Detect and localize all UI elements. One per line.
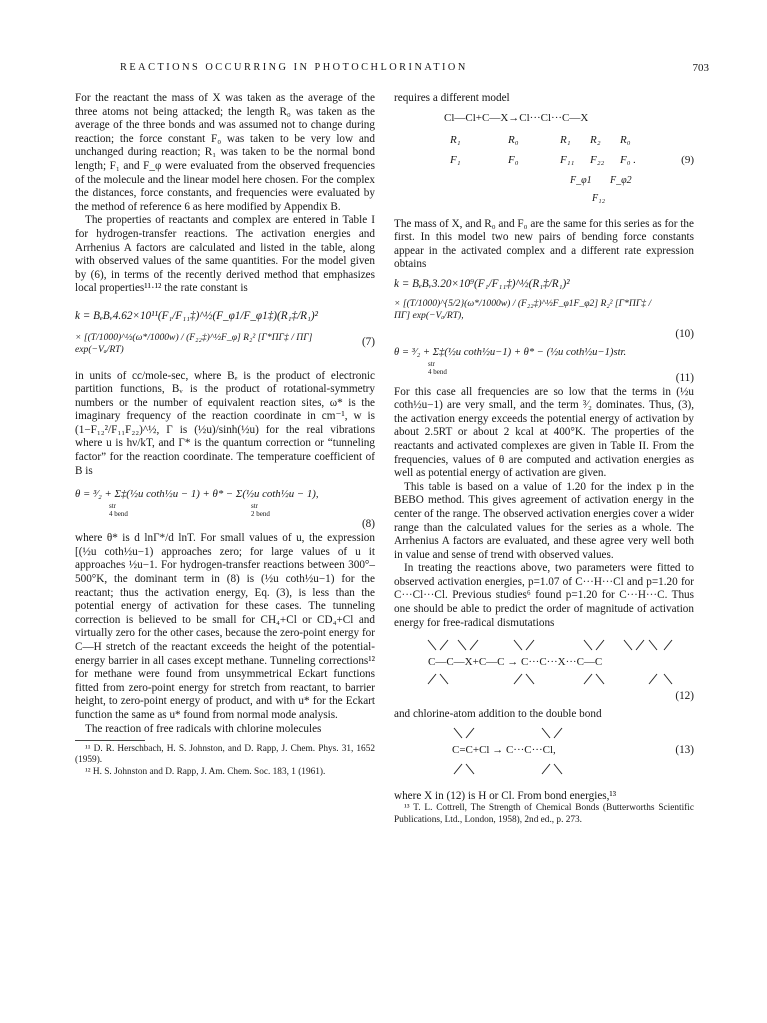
footnote-rule xyxy=(75,740,145,741)
paragraph-units: in units of cc/mole-sec, where Bₑ is the product of electronic partition functions, Bᵥ is the product of rotational-symmetry numbers or the number of equivalent reaction sites, ω* is the imaginary frequency of the reaction coordinate in cm⁻¹, w is (1−F₁₂²/F₁₁F₂₂)^½, Γ is (½u)/sinh(½u) for the real vibrations where u is hν/kT, and Γ* is the quantum correction or “tunneling factor” for the reaction coordinate. The temperature coefficient of B is xyxy=(75,369,375,477)
equation-10-number: (10) xyxy=(675,327,694,340)
equation-7 xyxy=(75,332,375,362)
equation-7-line-2: × [(T/1000)^½(ω*/1000w) / (F₂₂‡)^½F_φ] R₂² [Γ*ΠΓ‡ / ΠΓ] exp(−Vₐ/RT) xyxy=(75,331,313,355)
equation-12-text: C—C—X+C—C → C···C···X···C—C xyxy=(428,656,603,669)
footnote-13: ¹³ T. L. Cottrell, The Strength of Chemical Bonds (Butterworths Scientific Publications, Ltd., London, 1958), 2nd ed., p. 273. xyxy=(394,803,694,825)
footnote-12: ¹² H. S. Johnston and D. Rapp, J. Am. Chem. Soc. 183, 1 (1961). xyxy=(85,766,326,777)
equation-10-line-1: k = BₑBᵥ3.20×10⁹(F₁/F₁₁‡)^½(R₁‡/R₁)² xyxy=(394,277,570,290)
equation-11-sub: str 4 bend xyxy=(428,359,447,376)
equation-10 xyxy=(394,298,694,342)
equation-12-number: (12) xyxy=(675,690,694,703)
paragraph-two-parameters: In treating the reactions above, two parameters were fitted to observed activation energies, p=1.07 of C···H···Cl and p=1.20 for C···Cl···Cl. Previous studies⁶ found p=1.20 for C···H···C. Thus one should be able to predict the order of magnitude of activation energy for free-radical dismutations xyxy=(394,562,694,629)
model-f12: F₁₂ xyxy=(592,192,606,204)
paragraph-mass-of-x: The mass of X, and R₀ and F₀ are the same for this series as for the first. In this model two new pairs of bending force constants appear in the activated complex and a different rate expression obtains xyxy=(394,217,694,271)
model-r1-left: R₁ xyxy=(450,133,461,146)
paragraph-reactant-mass: For the reactant the mass of X was taken as the average of the three atoms not being attacked; the length R₀ was taken as the average of the three bonds and was assumed not to change during reaction; the force constant F₀ was taken to be very low and unchanged during reaction; R₁ was taken to be the normal bond length; F₁ and F_φ were evaluated from the observed frequencies of the molecule and the linear model here chosen. For the complex the distances, force constants, and frequencies were evaluated by the method of reference 6 as here modified by Appendix B. xyxy=(75,92,375,213)
equation-11-number: (11) xyxy=(675,371,694,384)
paragraph-different-model: requires a different model xyxy=(394,92,510,104)
running-header xyxy=(0,62,767,76)
model-f22: F₂₂ xyxy=(590,153,605,166)
paragraph-bebo-index: This table is based on a value of 1.20 for the index p in the BEBO method. This gives agreement of activation energy in the center of the range. The observed activation energies cover a wider range than the calculated values for the series as a whole. The Arrhenius A factors are evaluated, and these agree very well both in value and sense of trend with observed values. xyxy=(394,480,694,561)
model-fphi1: F_φ1 xyxy=(570,174,592,186)
right-column xyxy=(394,92,694,826)
footnote-11: ¹¹ D. R. Herschbach, H. S. Johnston, and D. Rapp, J. Chem. Phys. 31, 1652 (1959). xyxy=(75,744,375,766)
paragraph-free-radicals: The reaction of free radicals with chlorine molecules xyxy=(85,722,322,735)
equation-8 xyxy=(75,488,375,532)
model-r2-right: R₂ xyxy=(590,133,601,146)
model-r1-right: R₁ xyxy=(560,133,571,146)
equation-8-body: θ = ³⁄₂ + Σ‡(½u coth½u − 1) + θ* − Σ(½u coth½u − 1), xyxy=(75,488,319,501)
equation-12 xyxy=(394,630,694,708)
paragraph-properties: The properties of reactants and complex are entered in Table I for hydrogen-transfer reactions. The activation energies and Arrhenius A factors are calculated and listed in the table, along with observed values of the same quantities. For the model given by (6), in terms of the recently derived method that emphasizes local properties¹¹·¹² the rate constant is xyxy=(75,214,375,295)
equation-11-body: θ = ³⁄₂ + Σ‡(½u coth½u−1) + θ* − (½u coth½u−1)str. xyxy=(394,346,627,358)
model-f1-left: F₁ xyxy=(450,153,461,166)
paragraph-bond-energies: where X in (12) is H or Cl. From bond energies,¹³ xyxy=(394,789,617,802)
model-r0-right: R₀ xyxy=(620,133,631,146)
model-f0-right: F₀ . xyxy=(620,153,637,166)
equation-7-number: (7) xyxy=(361,335,375,348)
paragraph-low-frequencies: For this case all frequencies are so low that the terms in (½u coth½u−1) are very small, and the term ³⁄₂ dominates. Thus, (3), the activation energy exceeds the potential energy of activation by about 2.5RT or about 2 kcal at 400°K. The properties of the reactants and activated complexes are given in Table II. From the frequencies, values of θ are computed and activation energies as well as potential energy of activation are given. xyxy=(394,385,694,480)
equation-13 xyxy=(394,722,694,786)
equation-10-line-2: × [(T/1000)^{5/2}(ω*/1000w) / (F₂₂‡)^½F_φ1F_φ2] R₂² [Γ*ΠΓ‡ / ΠΓ] exp(−Vₐ/RT), xyxy=(394,297,652,321)
equation-8-number: (8) xyxy=(361,518,375,531)
equation-7-line-1: k = BₑBᵥ4.62×10¹¹(F₁/F₁₁‡)^½(F_φ1/F_φ1‡)(R₁‡/R₁)² xyxy=(75,309,318,322)
model-f11: F₁₁ xyxy=(560,153,575,166)
equation-13-text: C=C+Cl → C···C···Cl, xyxy=(452,743,556,756)
equation-8-sub-1: str 4 bend xyxy=(109,502,128,519)
running-title: REACTIONS OCCURRING IN PHOTOCHLORINATION xyxy=(120,62,468,73)
equation-13-number: (13) xyxy=(675,743,694,756)
model-f0-left: F₀ xyxy=(508,153,519,166)
model-fphi2: F_φ2 xyxy=(610,174,632,186)
left-column xyxy=(75,92,375,778)
equation-11 xyxy=(394,346,694,386)
page-number: 703 xyxy=(692,62,709,74)
paragraph-theta-star: where θ* is d lnΓ*/d lnT. For small values of u, the expression [(½u coth½u−1) approaches zero; for large values of u it approaches ½u−1. For hydrogen-transfer reactions between 300°–500°K, the dominant term in (8) is (½u coth½u−1) for the reactant; thus the activation energy, Eq. (3), is less than the potential energy of activation for these cases. The tunneling correction is believed to be small for CH₄+Cl or CD₄+Cl and virtually zero for the other cases, because the zero-point energy for C—H stretch of the reactant exceeds the height of the potential-energy barrier in all cases except methane. Tunneling corrections¹² for methane were found from unsymmetrical Eckart functions fitted from zero-point energy for stretch from reactant, to barrier height, to zero-point energy of product, and with u* for the Eckart function the same as u* found from normal mode analysis. xyxy=(75,532,375,721)
paragraph-chlorine-addition: and chlorine-atom addition to the double bond xyxy=(394,708,602,721)
equation-9-model xyxy=(394,106,694,206)
model-reaction: Cl—Cl+C—X→Cl···Cl···C—X xyxy=(444,111,589,124)
equation-9-number: (9) xyxy=(681,153,694,166)
model-r0-left: R₀ xyxy=(508,133,519,146)
equation-8-sub-2: str 2 bend xyxy=(251,502,270,519)
